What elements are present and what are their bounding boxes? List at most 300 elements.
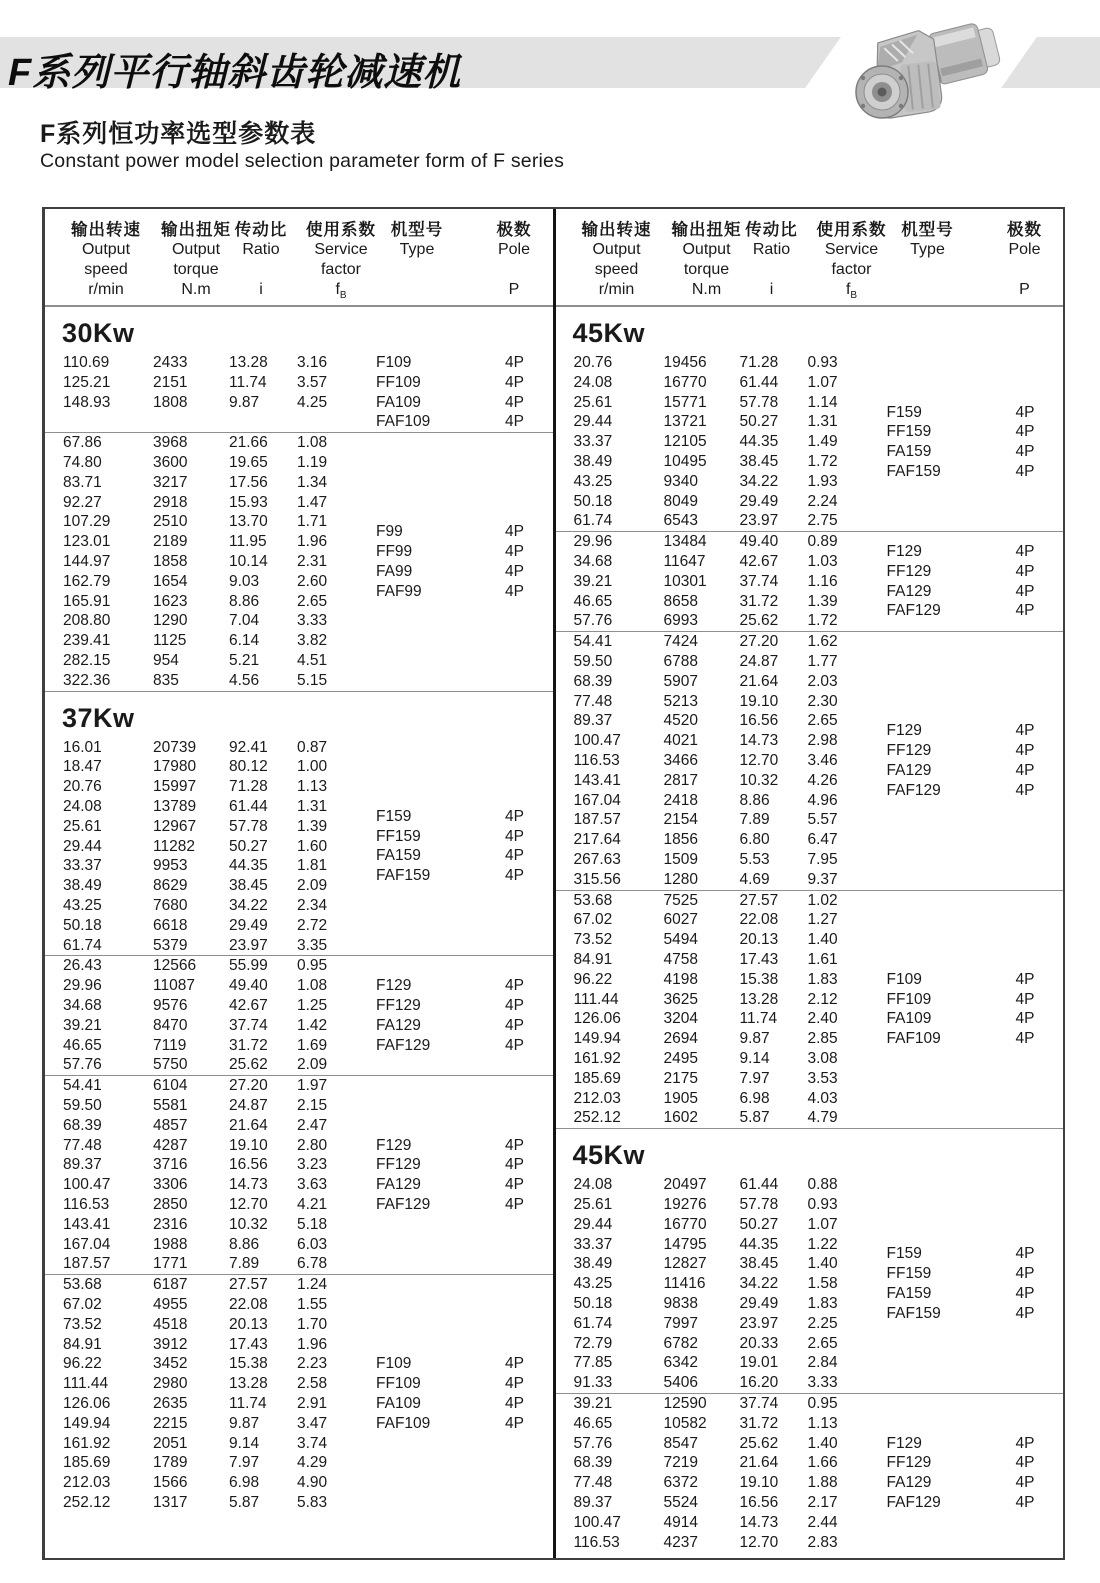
ratio-cell: 10.32 — [229, 1215, 268, 1233]
power-section-label: 45Kw — [572, 318, 646, 348]
speed-cell: 267.63 — [573, 850, 621, 868]
speed-cell: 29.96 — [573, 533, 613, 551]
factor-cell: 1.49 — [807, 433, 838, 451]
speed-cell: 149.94 — [63, 1414, 111, 1432]
column-header-zh: 极数 — [1007, 221, 1042, 239]
factor-cell: 2.23 — [297, 1355, 328, 1373]
factor-cell: 0.95 — [297, 957, 328, 975]
factor-cell: 1.83 — [807, 970, 838, 988]
type-list — [887, 891, 1064, 1129]
factor-cell: 1.27 — [807, 911, 838, 929]
factor-cell: 5.57 — [807, 811, 838, 829]
column-header — [996, 209, 1054, 300]
pole-value: 4P — [505, 1176, 524, 1194]
ratio-cell: 20.13 — [229, 1315, 268, 1333]
ratio-cell: 44.35 — [739, 433, 779, 451]
factor-cell: 2.84 — [807, 1354, 838, 1372]
ratio-cell: 21.64 — [229, 1116, 268, 1134]
torque-cell: 12827 — [663, 1255, 707, 1273]
ratio-cell: 50.27 — [739, 1215, 779, 1233]
torque-cell: 2850 — [153, 1195, 188, 1213]
pole-value: 4P — [505, 807, 524, 825]
torque-cell: 4520 — [663, 712, 698, 730]
speed-cell: 162.79 — [63, 572, 111, 590]
torque-cell: 1290 — [153, 612, 188, 630]
column-header-en — [363, 260, 471, 280]
factor-cell: 4.26 — [807, 771, 838, 789]
ratio-cell: 11.74 — [229, 1394, 267, 1412]
data-block — [556, 891, 1064, 1130]
factor-cell: 1.07 — [807, 1215, 838, 1233]
factor-cell: 1.13 — [807, 1414, 838, 1432]
type-name: FF159 — [376, 827, 421, 845]
ratio-cell: 49.40 — [739, 533, 779, 551]
speed-cell: 91.33 — [573, 1374, 613, 1392]
torque-cell: 1808 — [153, 393, 188, 411]
torque-cell: 2418 — [663, 791, 698, 809]
torque-cell: 2980 — [153, 1375, 188, 1393]
factor-cell: 1.08 — [297, 977, 328, 995]
type-name: FA129 — [886, 761, 932, 779]
torque-cell: 11416 — [663, 1275, 706, 1293]
table-column-header-row — [556, 209, 1064, 307]
factor-cell: 1.96 — [297, 1335, 328, 1353]
ratio-cell: 12.70 — [229, 1195, 268, 1213]
column-header — [485, 209, 543, 300]
pole-value: 4P — [505, 523, 524, 541]
ratio-cell: 9.87 — [739, 1030, 770, 1048]
torque-cell: 2817 — [663, 771, 698, 789]
column-header-en: Output — [592, 241, 641, 258]
speed-cell: 148.93 — [63, 393, 111, 411]
torque-cell: 1623 — [153, 592, 188, 610]
pole-value: 4P — [1015, 423, 1035, 441]
factor-cell: 2.80 — [297, 1136, 328, 1154]
type-row — [887, 582, 1064, 602]
column-header-zh: 传动比 — [234, 221, 288, 239]
speed-cell: 29.44 — [63, 837, 102, 855]
speed-cell: 18.47 — [63, 758, 102, 776]
speed-cell: 68.39 — [63, 1116, 102, 1134]
factor-cell: 3.35 — [297, 936, 328, 954]
type-row — [887, 601, 1064, 621]
torque-cell: 6782 — [663, 1334, 698, 1352]
speed-cell: 96.22 — [573, 970, 613, 988]
speed-cell: 167.04 — [573, 791, 621, 809]
ratio-cell: 7.97 — [229, 1454, 260, 1472]
ratio-cell: 5.21 — [229, 651, 260, 669]
factor-cell: 3.08 — [807, 1049, 838, 1067]
speed-cell: 84.91 — [573, 950, 613, 968]
pole-value: 4P — [1015, 543, 1035, 561]
data-block — [45, 956, 553, 1076]
torque-cell: 1905 — [663, 1089, 698, 1107]
ratio-cell: 9.03 — [229, 572, 260, 590]
factor-cell: 2.58 — [297, 1375, 328, 1393]
torque-cell: 16770 — [663, 1215, 707, 1233]
torque-cell: 12105 — [663, 433, 707, 451]
torque-cell: 3466 — [663, 751, 698, 769]
data-block — [556, 353, 1064, 532]
speed-cell: 96.22 — [63, 1355, 102, 1373]
factor-cell: 1.31 — [807, 413, 838, 431]
ratio-cell: 29.49 — [739, 1294, 779, 1312]
pole-value: 4P — [505, 996, 524, 1014]
factor-cell: 2.15 — [297, 1096, 328, 1114]
ratio-cell: 24.87 — [229, 1096, 268, 1114]
factor-cell: 1.70 — [297, 1315, 328, 1333]
type-row — [887, 1009, 1064, 1029]
ratio-cell: 12.70 — [739, 751, 779, 769]
column-header-unit: i — [259, 281, 263, 298]
type-list — [376, 956, 554, 1075]
torque-cell: 4914 — [663, 1513, 698, 1531]
type-row — [376, 1374, 554, 1394]
factor-cell: 1.81 — [297, 857, 328, 875]
factor-cell: 4.96 — [807, 791, 838, 809]
speed-cell: 165.91 — [63, 592, 111, 610]
ratio-cell: 50.27 — [229, 837, 268, 855]
ratio-cell: 29.49 — [739, 492, 779, 510]
type-name: FAF109 — [376, 1414, 431, 1432]
speed-cell: 16.01 — [63, 738, 102, 756]
factor-cell: 1.55 — [297, 1295, 328, 1313]
pole-value: 4P — [1015, 781, 1035, 799]
type-row — [376, 582, 554, 602]
ratio-cell: 55.99 — [229, 957, 268, 975]
ratio-cell: 57.78 — [739, 393, 779, 411]
factor-cell: 2.75 — [807, 512, 838, 530]
type-list — [887, 1394, 1064, 1552]
pole-value: 4P — [505, 413, 524, 431]
column-header-en: Type — [910, 241, 945, 258]
type-row — [376, 542, 554, 562]
torque-cell: 4518 — [153, 1315, 188, 1333]
type-name: F129 — [886, 543, 922, 561]
pole-value: 4P — [1015, 443, 1035, 461]
type-row — [376, 1195, 554, 1215]
ratio-cell: 37.74 — [739, 572, 779, 590]
column-header-unit: i — [769, 281, 774, 298]
ratio-cell: 9.14 — [229, 1434, 260, 1452]
torque-cell: 2151 — [153, 373, 188, 391]
factor-cell: 2.65 — [807, 712, 838, 730]
type-name: FAF129 — [886, 602, 941, 620]
factor-cell: 1.47 — [297, 493, 328, 511]
torque-cell: 3968 — [153, 434, 188, 452]
ratio-cell: 8.86 — [229, 1235, 260, 1253]
factor-cell: 1.71 — [297, 513, 328, 531]
column-header-en — [874, 260, 982, 280]
pole-value: 4P — [505, 354, 524, 371]
factor-cell: 6.78 — [297, 1255, 328, 1273]
factor-cell: 2.47 — [297, 1116, 328, 1134]
type-name: FA99 — [376, 562, 413, 580]
unit-subscript: B — [339, 290, 347, 302]
type-row — [376, 1394, 554, 1414]
factor-cell: 1.97 — [297, 1077, 328, 1095]
ratio-cell: 16.56 — [229, 1156, 268, 1174]
type-row — [887, 721, 1064, 741]
type-name: FA129 — [886, 1474, 932, 1492]
type-row — [376, 373, 554, 393]
factor-cell: 2.31 — [297, 552, 328, 570]
column-header-unit: N.m — [181, 281, 211, 298]
factor-cell: 2.91 — [297, 1394, 328, 1412]
factor-cell: 1.69 — [297, 1036, 328, 1054]
type-row — [887, 1473, 1064, 1493]
torque-cell: 2495 — [663, 1049, 698, 1067]
factor-cell: 3.23 — [297, 1156, 328, 1174]
factor-cell: 1.07 — [807, 373, 838, 391]
speed-cell: 46.65 — [573, 1414, 613, 1432]
pole-value: 4P — [505, 562, 524, 580]
torque-cell: 10582 — [663, 1414, 707, 1432]
factor-cell: 1.83 — [807, 1294, 838, 1312]
column-header-zh: 输出转速 — [581, 221, 652, 239]
column-header-en: Ratio — [752, 241, 791, 258]
data-block — [556, 532, 1064, 632]
type-name: F159 — [886, 1245, 922, 1263]
ratio-cell: 9.14 — [739, 1049, 770, 1067]
factor-cell: 6.47 — [807, 831, 838, 849]
column-header-en: Pole — [1008, 241, 1041, 258]
type-name: FF129 — [376, 996, 421, 1014]
torque-cell: 15997 — [153, 778, 197, 796]
type-list — [887, 1175, 1064, 1393]
factor-cell: 5.83 — [297, 1493, 328, 1511]
torque-cell: 1789 — [153, 1454, 188, 1472]
type-row — [887, 781, 1064, 801]
torque-cell: 1125 — [153, 632, 187, 650]
ratio-cell: 11.74 — [739, 1010, 778, 1028]
ratio-cell: 16.56 — [739, 712, 779, 730]
speed-cell: 185.69 — [63, 1454, 111, 1472]
speed-cell: 33.37 — [573, 433, 613, 451]
ratio-cell: 34.22 — [739, 1275, 779, 1293]
speed-cell: 322.36 — [63, 671, 111, 689]
type-row — [887, 761, 1064, 781]
factor-cell: 1.22 — [807, 1235, 838, 1253]
factor-cell: 2.72 — [297, 916, 328, 934]
ratio-cell: 5.87 — [229, 1493, 260, 1511]
torque-cell: 9576 — [153, 996, 188, 1014]
factor-cell: 2.65 — [807, 1334, 838, 1352]
type-row — [887, 1029, 1064, 1049]
column-header-en: Pole — [497, 241, 531, 258]
column-header-en — [996, 260, 1054, 280]
torque-cell: 11647 — [663, 552, 706, 570]
speed-cell: 161.92 — [63, 1434, 111, 1452]
torque-cell: 5213 — [663, 692, 698, 710]
ratio-cell: 17.43 — [739, 950, 779, 968]
ratio-cell: 11.95 — [229, 533, 267, 551]
pole-value: 4P — [1015, 1434, 1035, 1452]
pole-value: 4P — [505, 1036, 524, 1054]
type-name: FAF109 — [376, 413, 431, 431]
type-row — [376, 866, 554, 886]
factor-cell: 0.93 — [807, 354, 838, 371]
pole-value: 4P — [505, 1195, 524, 1213]
speed-cell: 20.76 — [573, 354, 613, 371]
column-header-unit: N.m — [691, 281, 722, 298]
factor-cell: 1.61 — [807, 950, 838, 968]
pole-value: 4P — [1015, 1010, 1035, 1028]
type-row — [376, 807, 554, 827]
speed-cell: 107.29 — [63, 513, 111, 531]
factor-cell: 1.96 — [297, 533, 328, 551]
factor-cell: 2.03 — [807, 672, 838, 690]
speed-cell: 144.97 — [63, 552, 111, 570]
torque-cell: 12566 — [153, 957, 197, 975]
torque-cell: 10495 — [663, 452, 707, 470]
factor-cell: 2.60 — [297, 572, 328, 590]
type-name: FF129 — [886, 742, 932, 760]
ratio-cell: 38.45 — [739, 1255, 779, 1273]
torque-cell: 6993 — [663, 612, 698, 630]
speed-cell: 83.71 — [63, 473, 102, 491]
factor-cell: 0.93 — [807, 1195, 838, 1213]
banner-title: F系列平行轴斜齿轮减速机 — [8, 52, 462, 94]
type-name: F129 — [376, 977, 412, 995]
type-row — [887, 462, 1064, 482]
torque-cell: 8547 — [663, 1434, 698, 1452]
ratio-cell: 27.20 — [739, 633, 779, 651]
ratio-cell: 25.62 — [739, 612, 779, 630]
factor-cell: 7.95 — [807, 850, 838, 868]
speed-cell: 46.65 — [573, 592, 613, 610]
power-section-label: 45Kw — [572, 1140, 646, 1171]
torque-cell: 6104 — [153, 1077, 188, 1095]
torque-cell: 5379 — [153, 936, 188, 954]
type-row — [376, 562, 554, 582]
ratio-cell: 7.89 — [739, 811, 770, 829]
ratio-cell: 5.53 — [739, 850, 770, 868]
pole-value: 4P — [1015, 1454, 1035, 1472]
torque-cell: 8658 — [663, 592, 698, 610]
ratio-cell: 24.87 — [739, 652, 779, 670]
speed-cell: 39.21 — [63, 1016, 102, 1034]
ratio-cell: 27.57 — [229, 1276, 268, 1294]
factor-cell: 1.02 — [807, 891, 838, 909]
type-name: FA129 — [376, 1016, 421, 1034]
ratio-cell: 8.86 — [229, 592, 260, 610]
factor-cell: 4.29 — [297, 1454, 328, 1472]
pole-value: 4P — [505, 373, 524, 391]
speed-cell: 143.41 — [63, 1215, 111, 1233]
column-header-en: Output — [682, 241, 731, 258]
column-header-unit: $f_B$ — [845, 281, 858, 302]
factor-cell: 5.15 — [297, 671, 328, 689]
ratio-cell: 31.72 — [739, 592, 779, 610]
torque-cell: 3716 — [153, 1156, 188, 1174]
ratio-cell: 21.66 — [229, 434, 268, 452]
data-block — [45, 1275, 553, 1513]
speed-cell: 77.48 — [63, 1136, 102, 1154]
speed-cell: 25.61 — [573, 1195, 613, 1213]
speed-cell: 111.44 — [63, 1375, 109, 1393]
type-name: FA129 — [886, 582, 932, 600]
factor-cell: 1.14 — [807, 393, 838, 411]
torque-cell: 9838 — [663, 1294, 698, 1312]
column-header — [572, 209, 662, 300]
ratio-cell: 20.13 — [739, 931, 779, 949]
torque-cell: 4857 — [153, 1116, 188, 1134]
pole-value: 4P — [505, 393, 524, 411]
speed-cell: 25.61 — [573, 393, 613, 411]
torque-cell: 2154 — [663, 811, 698, 829]
torque-cell: 7680 — [153, 896, 188, 914]
torque-cell: 3204 — [663, 1010, 698, 1028]
type-name: FF159 — [886, 1265, 932, 1283]
torque-cell: 6618 — [153, 916, 188, 934]
torque-cell: 6342 — [663, 1354, 698, 1372]
pole-value: 4P — [505, 1375, 524, 1393]
column-header-en: Service — [314, 241, 368, 258]
factor-cell: 1.66 — [807, 1454, 838, 1472]
torque-cell: 954 — [153, 651, 179, 669]
ratio-cell: 6.98 — [229, 1474, 260, 1492]
ratio-cell: 20.33 — [739, 1334, 779, 1352]
factor-cell: 1.24 — [297, 1276, 328, 1294]
column-header-en — [485, 260, 543, 280]
speed-cell: 212.03 — [63, 1474, 111, 1492]
torque-cell: 8470 — [153, 1016, 188, 1034]
ratio-cell: 16.56 — [739, 1493, 779, 1511]
column-header — [874, 209, 982, 300]
type-row — [887, 1304, 1064, 1324]
ratio-cell: 19.10 — [229, 1136, 268, 1154]
ratio-cell: 38.45 — [739, 452, 779, 470]
torque-cell: 6027 — [663, 911, 698, 929]
factor-cell: 1.40 — [807, 1434, 838, 1452]
pole-value: 4P — [505, 1394, 524, 1412]
ratio-cell: 8.86 — [739, 791, 770, 809]
column-header-zh: 传动比 — [745, 221, 798, 239]
ratio-cell: 71.28 — [229, 778, 268, 796]
type-list — [887, 632, 1064, 889]
pole-value: 4P — [1015, 1474, 1035, 1492]
type-name: F109 — [376, 354, 412, 371]
torque-cell: 7219 — [663, 1454, 698, 1472]
type-name: FAF159 — [886, 1304, 941, 1322]
torque-cell: 1856 — [663, 831, 698, 849]
speed-cell: 111.44 — [573, 990, 619, 1008]
ratio-cell: 10.32 — [739, 771, 779, 789]
ratio-cell: 17.43 — [229, 1335, 268, 1353]
column-header-unit: $f_B$ — [335, 281, 347, 302]
factor-cell: 4.25 — [297, 393, 328, 411]
factor-cell: 4.90 — [297, 1474, 328, 1492]
speed-cell: 50.18 — [573, 1294, 613, 1312]
torque-cell: 7997 — [663, 1314, 698, 1332]
factor-cell: 9.37 — [807, 870, 838, 888]
factor-cell: 1.72 — [807, 612, 838, 630]
speed-cell: 54.41 — [63, 1077, 102, 1095]
pole-value: 4P — [505, 1016, 524, 1034]
type-row — [887, 1244, 1064, 1264]
pole-value: 4P — [1015, 582, 1035, 600]
speed-cell: 100.47 — [573, 732, 621, 750]
type-row — [376, 1354, 554, 1374]
column-header-en: factor — [320, 261, 361, 278]
ratio-cell: 7.04 — [229, 612, 260, 630]
column-header-zh: 极数 — [496, 221, 532, 239]
data-block — [556, 1394, 1064, 1552]
speed-cell: 57.76 — [63, 1056, 102, 1074]
column-header-en: Service — [824, 241, 879, 258]
speed-cell: 217.64 — [573, 831, 621, 849]
